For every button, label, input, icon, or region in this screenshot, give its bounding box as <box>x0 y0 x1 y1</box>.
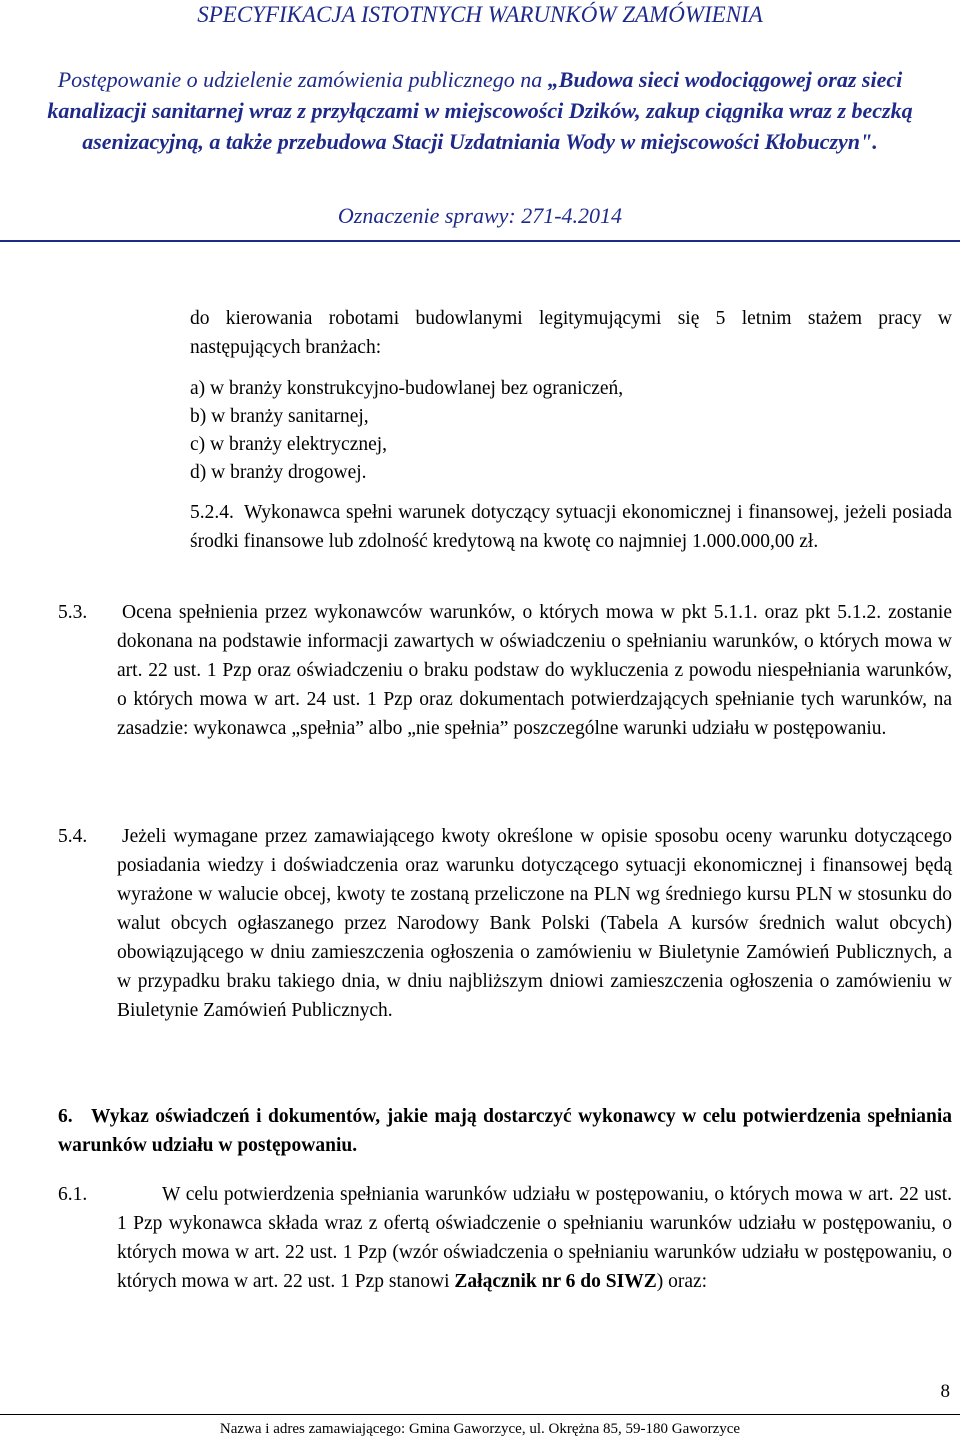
section-number-5-4: 5.4. <box>58 826 88 847</box>
section-number-5-2-4: 5.2.4. <box>190 502 234 523</box>
intro-paragraph: do kierowania robotami budowlanymi legitymującymi się 5 letnim stażem pracy w następujących branżach: <box>190 308 952 358</box>
list-item: a) w branży konstrukcyjno-budowlanej bez ograniczeń, <box>190 378 624 399</box>
footer-divider <box>0 1414 960 1415</box>
paragraph-6-1 <box>117 1180 952 1296</box>
list-item: c) w branży elektrycznej, <box>190 434 388 455</box>
paragraph-5-3: Ocena spełnienia przez wykonawców warunków, o których mowa w pkt 5.1.1. oraz pkt 5.1.2. zostanie dokonana na podstawie informacji zawartych w oświadczeniu o spełnianiu warunków, o których mowa w art. 22 ust. 1 Pzp oraz oświadczeniu o braku podstaw do wykluczenia z powodu niespełniania warunków, o których mowa w art. 24 ust. 1 Pzp oraz dokumentach potwierdzających spełnianie tych warunków, na zasadzie: wykonawca „spełnia” albo „nie spełnia” poszczególne warunki udziału w postępowaniu. <box>117 602 952 739</box>
paragraph-5-2-4: Wykonawca spełni warunek dotyczący sytuacji ekonomicznej i finansowej, jeżeli posiada środki finansowe lub zdolność kredytową na kwotę co najmniej 1.000.000,00 zł. <box>190 502 952 552</box>
paragraph-5-4: Jeżeli wymagane przez zamawiającego kwoty określone w opisie sposobu oceny warunku dotyczącego posiadania wiedzy i doświadczenia oraz warunku dotyczącego sytuacji ekonomicznej i finansowej będą wyrażone w walucie obcej, kwoty te zostaną przeliczone na PLN wg średniego kursu PLN w stosunku do walut obcych ogłaszanego przez Narodowy Bank Polski (Tabela A kursów średnich walut obcych) obowiązującego w dniu zamieszczenia ogłoszenia o zamówieniu w Biuletynie Zamówień Publicznych, a w przypadku braku takiego dnia, w dniu najbliższym dniowi zamieszczenia ogłoszenia o zamówieniu w Biuletynie Zamówień Publicznych. <box>117 826 952 1021</box>
document-header-title: SPECYFIKACJA ISTOTNYCH WARUNKÓW ZAMÓWIENIA <box>197 2 763 27</box>
footer-text: Nazwa i adres zamawiającego: Gmina Gaworzyce, ul. Okrężna 85, 59-180 Gaworzyce <box>219 1421 741 1437</box>
procedure-prefix: Postępowanie o udzielenie zamówienia publicznego na <box>57 67 548 92</box>
procedure-description <box>20 64 940 157</box>
case-reference: Oznaczenie sprawy: 271-4.2014 <box>337 203 623 228</box>
section-heading-6: Wykaz oświadczeń i dokumentów, jakie mają dostarczyć wykonawcy w celu potwierdzenia spełniania warunków udziału w postępowaniu. <box>58 1106 952 1156</box>
paragraph-6-1-text: W celu potwierdzenia spełniania warunków udziału w postępowaniu, o których mowa w art. 22 ust. 1 Pzp wykonawca składa wraz z ofertą oświadczenie o spełnianiu warunków udziału w postępowaniu, o których mowa w art. 22 ust. 1 Pzp (wzór oświadczenia o spełnianiu warunków udziału w postępowaniu, o których mowa w art. 22 ust. 1 Pzp stanowi <box>117 1184 952 1292</box>
header-divider <box>0 240 960 242</box>
list-item: b) w branży sanitarnej, <box>190 406 369 427</box>
section-number-5-3: 5.3. <box>58 602 88 623</box>
list-item: d) w branży drogowej. <box>190 462 367 483</box>
procedure-name: „Budowa sieci wodociągowej oraz sieci kanalizacji sanitarnej wraz z przyłączami w miejscowości Dzików, zakup ciągnika wraz z beczką asenizacyjną, a także przebudowa Stacji Uzdatniania Wody w miejscowości Kłobuczyn". <box>47 67 913 154</box>
page-number: 8 <box>940 1381 950 1402</box>
section-number-6-1: 6.1. <box>58 1184 88 1205</box>
section-number-6: 6. <box>58 1106 73 1127</box>
paragraph-6-1-tail: ) oraz: <box>656 1271 708 1292</box>
attachment-reference: Załącznik nr 6 do SIWZ <box>454 1271 657 1292</box>
